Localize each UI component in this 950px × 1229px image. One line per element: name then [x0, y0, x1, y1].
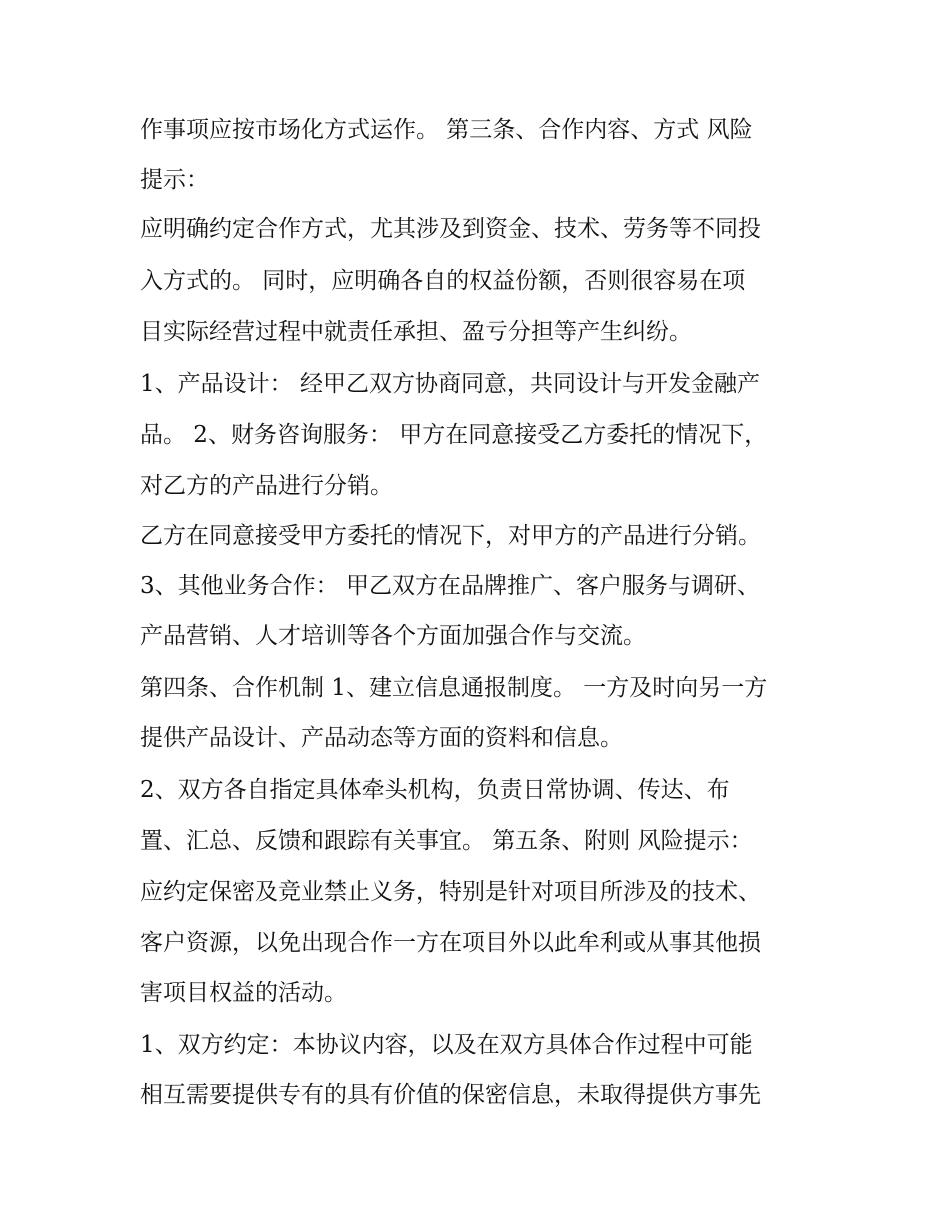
text-line: 1、产品设计： 经甲乙双方协商同意，共同设计与开发金融产 [140, 371, 760, 397]
text-line: 2、双方各自指定具体牵头机构，负责日常协调、传达、布 [140, 777, 730, 803]
text-line: 对乙方的产品进行分销。 [140, 473, 393, 499]
text-line: 品。 2、财务咨询服务： 甲方在同意接受乙方委托的情况下， [140, 422, 768, 448]
text-line: 提示： [140, 167, 209, 193]
text-line: 害项目权益的活动。 [140, 980, 347, 1006]
text-line: 客户资源，以免出现合作一方在项目外以此牟利或从事其他损 [140, 930, 761, 956]
text-line: 产品营销、人才培训等各个方面加强合作与交流。 [140, 623, 646, 649]
text-line: 提供产品设计、产品动态等方面的资料和信息。 [140, 725, 623, 751]
text-line: 应明确约定合作方式，尤其涉及到资金、技术、劳务等不同投 [140, 216, 761, 242]
text-line: 相互需要提供专有的具有价值的保密信息，未取得提供方事先 [140, 1082, 761, 1108]
text-line: 第四条、合作机制 1、建立信息通报制度。 一方及时向另一方 [140, 675, 768, 701]
text-line: 3、其他业务合作： 甲乙双方在品牌推广、客户服务与调研、 [140, 573, 760, 599]
text-line: 入方式的。 同时，应明确各自的权益份额，否则很容易在项 [140, 268, 746, 294]
text-line: 应约定保密及竞业禁止义务，特别是针对项目所涉及的技术、 [140, 879, 761, 905]
text-line: 作事项应按市场化方式运作。 第三条、合作内容、方式 风险 [140, 117, 753, 143]
text-line: 置、汇总、反馈和跟踪有关事宜。 第五条、附则 风险提示： [140, 828, 753, 854]
text-line: 目实际经营过程中就责任承担、盈亏分担等产生纠纷。 [140, 319, 692, 345]
text-line: 1、双方约定：本协议内容，以及在双方具体合作过程中可能 [140, 1032, 753, 1058]
text-line: 乙方在同意接受甲方委托的情况下，对甲方的产品进行分销。 [140, 523, 761, 549]
